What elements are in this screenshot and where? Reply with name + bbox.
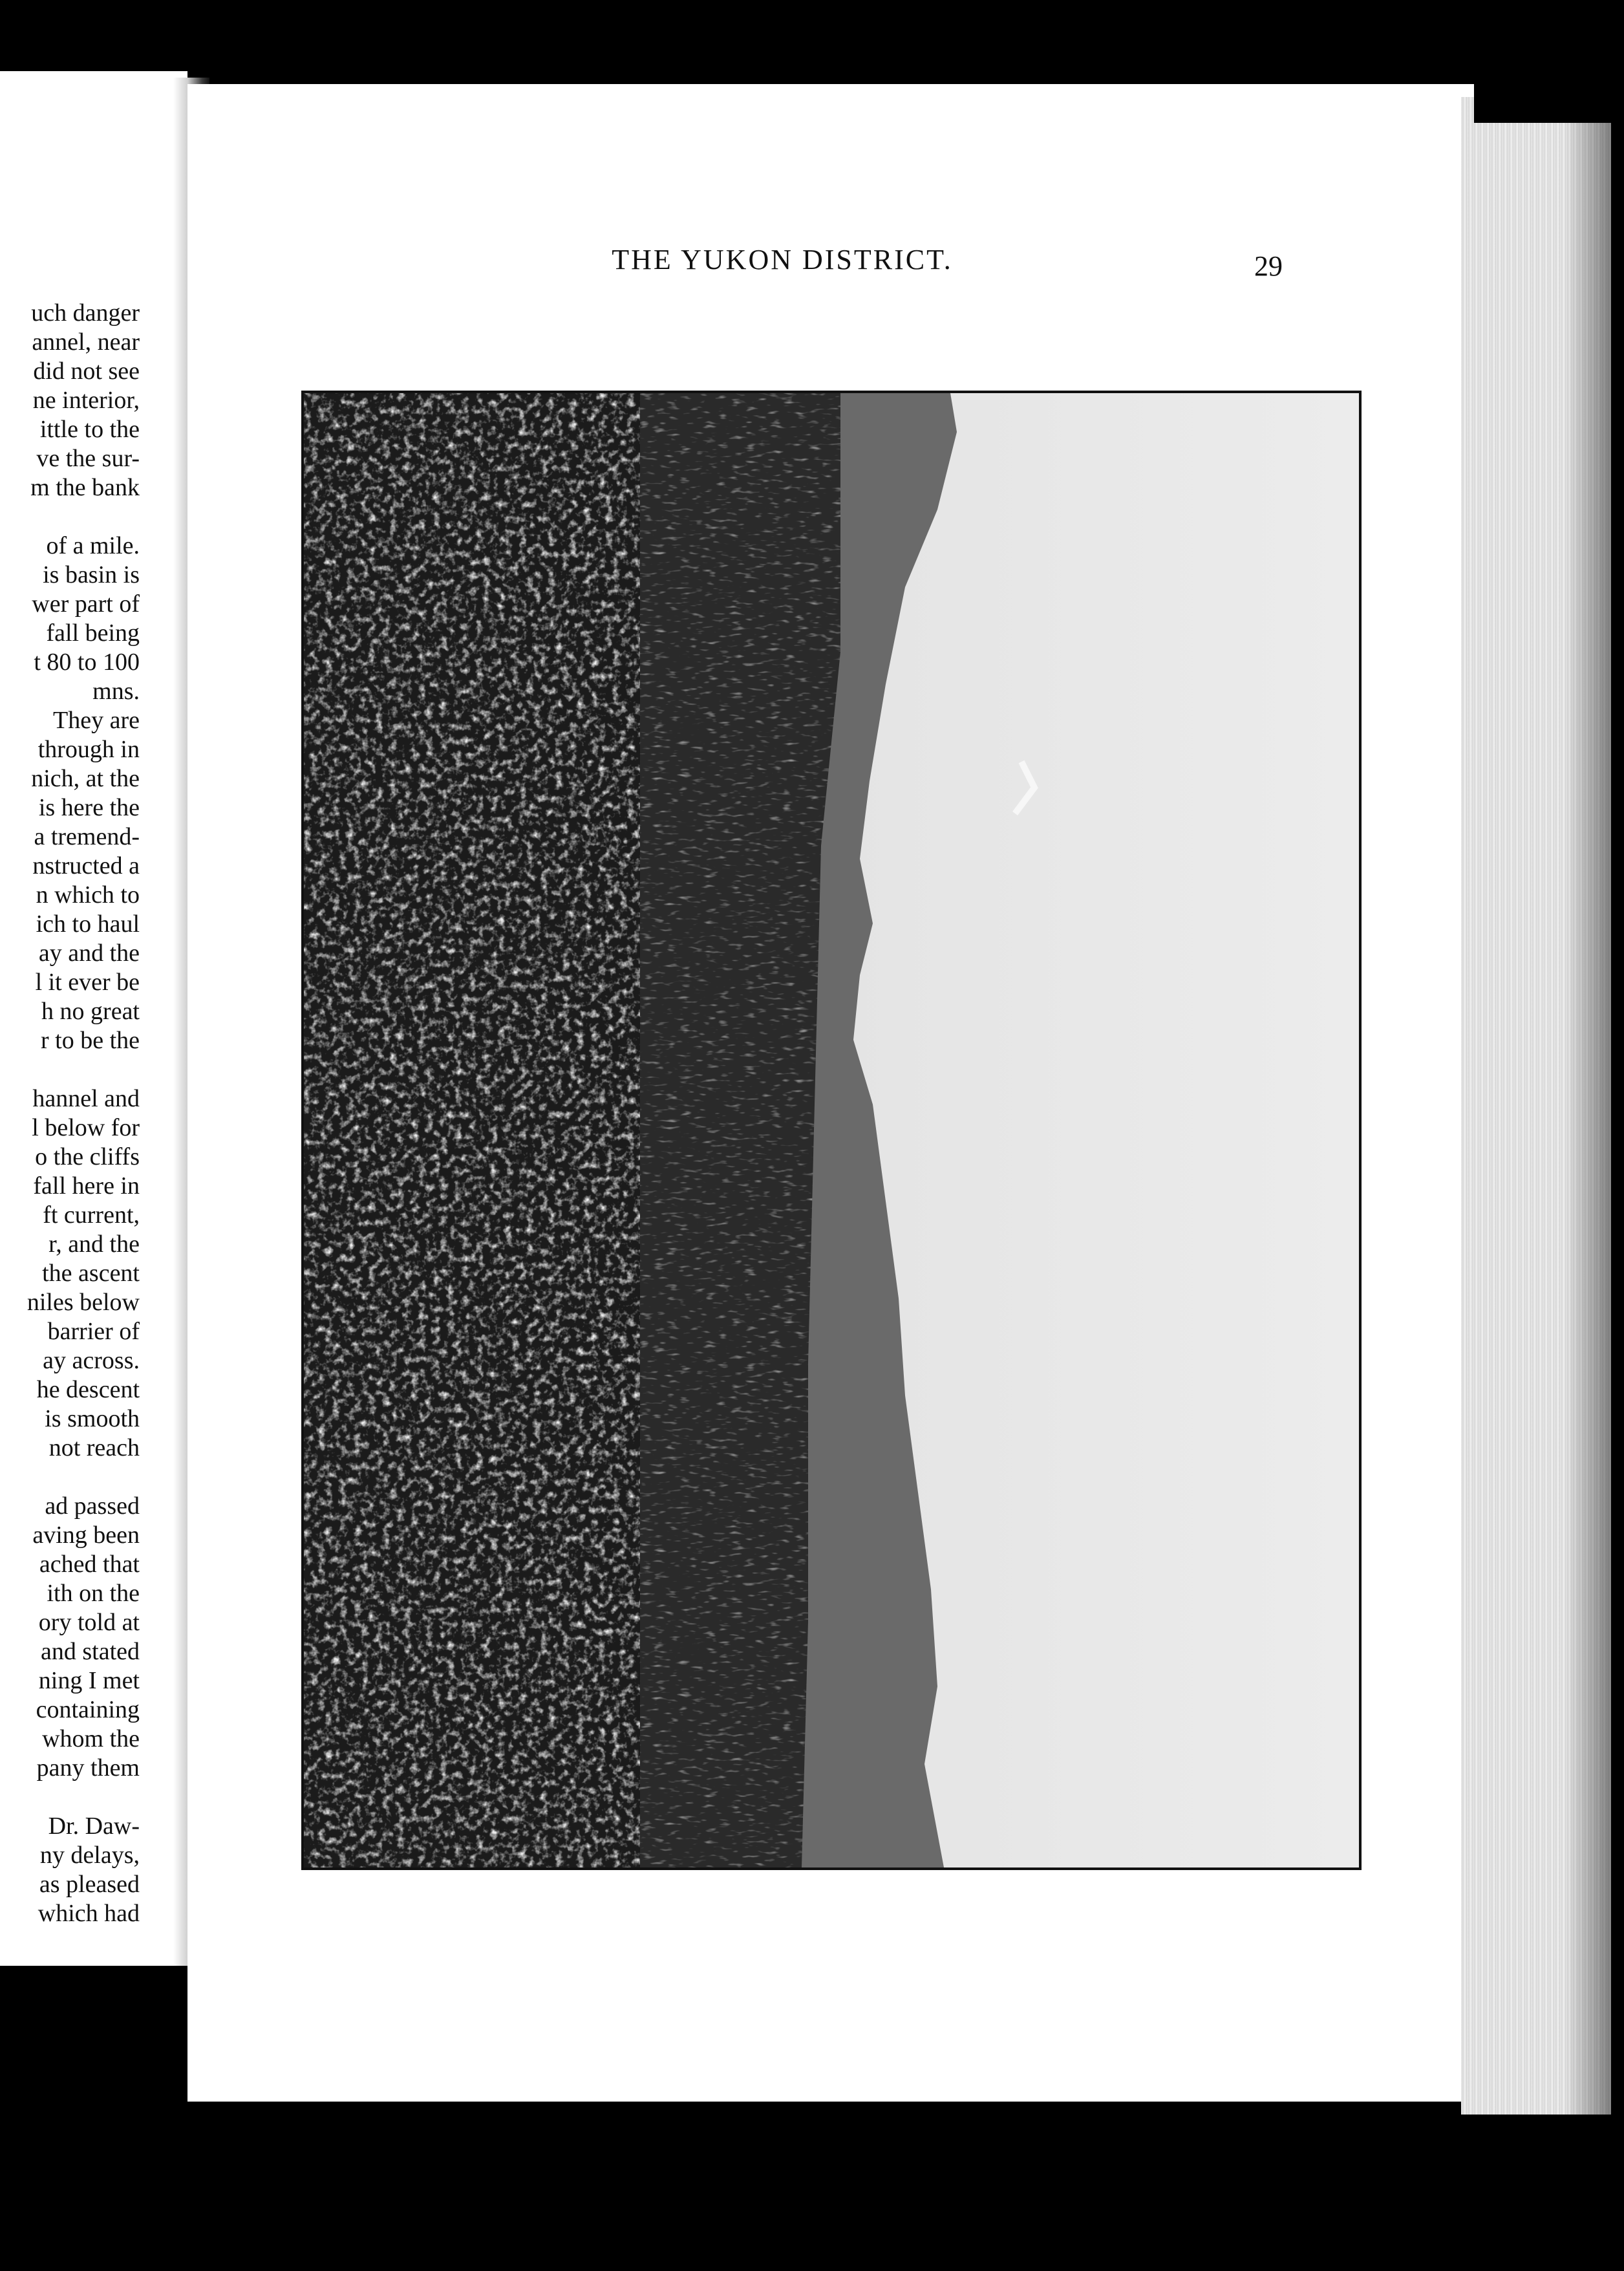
left-page-line: aving been — [32, 1522, 140, 1549]
left-page-line: uch danger — [31, 299, 140, 327]
left-page-line — [0, 1055, 140, 1084]
left-page-line: nich, at the — [31, 765, 140, 792]
left-page-line: ny delays, — [39, 1842, 140, 1869]
left-page-line: as pleased — [39, 1871, 140, 1898]
left-page-line — [0, 1463, 140, 1492]
left-page-line: ory told at — [38, 1609, 140, 1636]
left-page-line: hannel and — [32, 1085, 140, 1112]
left-page-line: ning I met — [38, 1667, 140, 1694]
left-page-line: ay across. — [43, 1347, 140, 1374]
left-page-line: containing — [36, 1696, 140, 1723]
left-page-line: mns. — [92, 678, 140, 705]
left-page-line: is basin is — [43, 561, 140, 588]
left-page-line: a tremend- — [34, 823, 140, 850]
left-page-line: ft current, — [43, 1201, 140, 1229]
left-page-line: nstructed a — [32, 852, 140, 879]
left-page-text — [0, 299, 140, 1928]
left-page-line: through in — [37, 736, 140, 763]
left-page-line: and stated — [40, 1638, 140, 1665]
landscape-photo-illustration — [304, 393, 1359, 1867]
plate-photograph — [301, 391, 1362, 1870]
left-page-line: n which to — [36, 881, 140, 909]
left-page-line: They are — [53, 707, 140, 734]
running-title: THE YUKON DISTRICT. — [612, 244, 953, 275]
left-page-line — [0, 1783, 140, 1812]
left-page-line: l below for — [32, 1114, 140, 1141]
left-page-line: annel, near — [32, 328, 140, 356]
left-page-line: ad passed — [45, 1492, 140, 1520]
page-number: 29 — [1254, 250, 1283, 282]
left-page-line: which had — [37, 1900, 140, 1927]
left-page-line: ve the sur- — [36, 445, 140, 472]
left-page-line: of a mile. — [46, 532, 140, 559]
left-page-line: o the cliffs — [35, 1143, 140, 1170]
left-page-line: niles below — [27, 1289, 140, 1316]
left-page-line: not reach — [48, 1434, 140, 1461]
left-page-line: ay and the — [38, 940, 140, 967]
left-page-line: is here the — [38, 794, 140, 821]
left-page-line: ith on the — [47, 1580, 140, 1607]
left-page-line: t 80 to 100 — [34, 649, 140, 676]
left-page-line: m the bank — [30, 474, 140, 501]
left-page-line: wer part of — [32, 590, 140, 618]
scan-background-corner — [1474, 0, 1624, 123]
left-page-line: Dr. Daw- — [48, 1813, 140, 1840]
left-page-line: he descent — [36, 1376, 140, 1403]
page-edge-shadow — [1565, 110, 1623, 2115]
left-page-line: fall here in — [33, 1172, 140, 1200]
left-page-line: r, and the — [48, 1231, 140, 1258]
left-page-line: ittle to the — [39, 416, 140, 443]
left-page-line: the ascent — [42, 1260, 140, 1287]
left-page-line: ached that — [39, 1551, 140, 1578]
left-page-line: barrier of — [47, 1318, 140, 1345]
left-page-line: did not see — [33, 358, 140, 385]
left-page-line: r to be the — [40, 1027, 140, 1054]
left-page-line: ne interior, — [32, 387, 140, 414]
left-page-line: is smooth — [45, 1405, 140, 1432]
left-page-line: fall being — [46, 619, 140, 647]
left-page-line: l it ever be — [35, 969, 140, 996]
left-page-line: whom the — [42, 1725, 140, 1752]
left-page-line: ich to haul — [36, 910, 140, 938]
left-page-line — [0, 502, 140, 532]
left-page-line: pany them — [36, 1754, 140, 1781]
left-page-line: h no great — [41, 998, 140, 1025]
